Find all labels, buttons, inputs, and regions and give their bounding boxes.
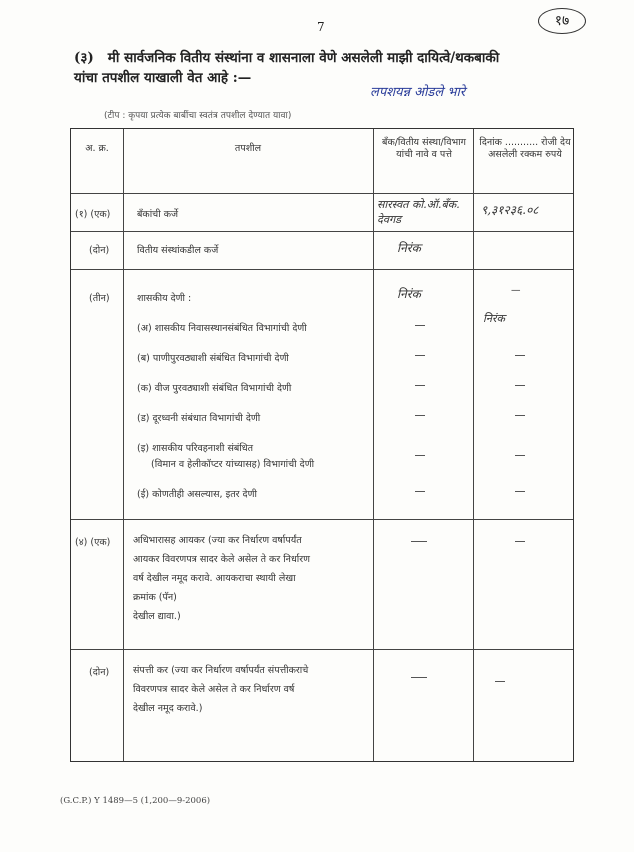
sub-item: (ड) दूरध्वनी संबंधात विभागांची देणी — [137, 413, 261, 424]
print-code: (G.C.P.) Y 1489—5 (1,200—9-2006) — [60, 796, 211, 806]
empty-dash — [415, 355, 425, 356]
handwritten-page-mark: १७ — [538, 8, 586, 34]
header-amount: दिनांक ........... रोजी देय असलेली रक्कम रुपये — [479, 137, 571, 160]
header-sr: अ. क्र. — [85, 143, 109, 154]
empty-dash — [515, 491, 525, 492]
empty-dash — [415, 415, 425, 416]
empty-dash — [515, 541, 525, 542]
empty-dash — [495, 681, 505, 682]
sub-item: (ब) पाणीपुरवठ्याशी संबंधित विभागांची देणी — [137, 353, 289, 364]
empty-dash — [515, 385, 525, 386]
sub-item: (इ) शासकीय परिवहनाशी संबंधित — [137, 443, 254, 454]
heading-line-2: यांचा तपशील याखाली वेत आहे :— — [74, 70, 252, 86]
row-line: आयकर विवरणपत्र सादर केले असेल ते कर निर्धारण — [133, 554, 311, 565]
row-line: क्रमांक (पॅन) — [133, 592, 177, 603]
row-line: देखील नमूद करावे.) — [133, 703, 203, 714]
page-number: 7 — [317, 20, 325, 34]
section-number: (३) — [74, 50, 94, 66]
row-line: अधिभारासह आयकर (ज्या कर निर्धारण वर्षापर्यंत — [133, 535, 302, 546]
row-bank-handwritten: सारस्वत को.ऑ.बँक. देवगड — [377, 198, 460, 226]
handwritten-annotation: लपशयन्न ओडले भारे — [370, 85, 466, 100]
row-amount-dash: — — [511, 285, 521, 296]
sub-item-amount: निरंक — [483, 312, 505, 325]
row-amount-handwritten: ९,३१२३६.०८ — [481, 203, 539, 217]
empty-dash — [415, 325, 425, 326]
row-sr: (दोन) — [89, 667, 110, 678]
row-particulars-block — [133, 531, 369, 626]
empty-dash — [515, 355, 525, 356]
row-sr: (१) (एक) — [75, 209, 111, 220]
sub-item: (अ) शासकीय निवासस्थानसंबंधित विभागांची देणी — [137, 323, 307, 334]
header-bank: बँक/वितीय संस्था/विभाग यांची नावे व पत्ते — [382, 137, 466, 160]
row-line: विवरणपत्र सादर केले असेल ते कर निर्धारण वर्ष — [133, 684, 295, 695]
row-divider — [71, 269, 573, 270]
row-particulars: वितीय संस्थांकडील कर्जे — [137, 245, 219, 256]
row-particulars: शासकीय देणी : — [137, 293, 192, 304]
sub-item: (विमान व हेलीकॉप्टर यांच्यासह) विभागांची देणी — [151, 459, 315, 470]
column-divider — [473, 129, 474, 761]
header-particulars: तपशील — [234, 143, 262, 154]
empty-dash — [415, 455, 425, 456]
liabilities-table — [70, 128, 574, 762]
empty-dash — [411, 677, 427, 678]
row-particulars-block — [133, 661, 369, 718]
row-divider — [71, 231, 573, 232]
row-sr: (४) (एक) — [75, 537, 111, 548]
row-line: संपत्ती कर (ज्या कर निर्धारण वर्षापर्यंत संपत्तीकराचे — [133, 665, 309, 676]
row-divider — [71, 193, 573, 194]
row-divider — [71, 519, 573, 520]
empty-dash — [515, 415, 525, 416]
empty-dash — [415, 385, 425, 386]
row-line: वर्ष देखील नमूद करावे. आयकराचा स्थायी लेखा — [133, 573, 296, 584]
empty-dash — [515, 455, 525, 456]
row-particulars: बँकांची कर्जे — [137, 209, 179, 220]
row-line: देखील द्यावा.) — [133, 611, 181, 622]
sub-item: (ई) कोणतीही असल्यास, इतर देणी — [137, 489, 257, 500]
heading-line-1: मी सार्वजनिक वितीय संस्थांना व शासनाला वेणे असलेली माझी दायित्वे/थकबाकी — [107, 50, 500, 66]
row-sr: (तीन) — [89, 293, 110, 304]
sub-item: (क) वीज पुरवठ्याशी संबंधित विभागांची देणी — [137, 383, 292, 394]
row-sr: (दोन) — [89, 245, 110, 256]
row-bank-handwritten: निरंक — [397, 241, 421, 255]
column-divider — [123, 129, 124, 761]
empty-dash — [415, 491, 425, 492]
section-heading — [74, 48, 594, 68]
column-divider — [373, 129, 374, 761]
note-text: (टीप : कृपया प्रत्येक बाबींचा स्वतंत्र तपशील देण्यात यावा) — [104, 111, 292, 121]
row-bank-handwritten: निरंक — [397, 287, 421, 301]
row-divider — [71, 649, 573, 650]
empty-dash — [411, 541, 427, 542]
